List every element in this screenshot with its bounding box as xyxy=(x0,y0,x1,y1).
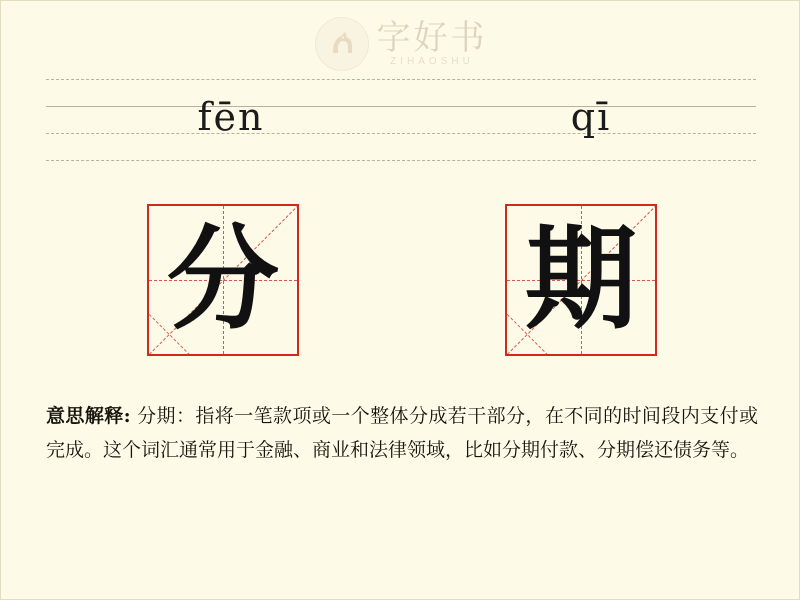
explanation-text: 分期：指将一笔款项或一个整体分成若干部分，在不同的时间段内支付或完成。这个词汇通常用于金融、商业和法律领域，比如分期付款、分期偿还债务等。 xyxy=(46,405,758,461)
brand-logo xyxy=(1,11,800,77)
hanzi-character-1: 分 xyxy=(167,214,279,345)
explanation-label: 意思解释: xyxy=(46,405,131,427)
horse-seal-icon xyxy=(315,17,369,71)
brand-name-en: ZIHAOSHU xyxy=(390,56,474,68)
brand-text xyxy=(376,17,488,68)
staff-line-4 xyxy=(46,160,756,161)
pinyin-text-1: fēn xyxy=(197,95,265,139)
pinyin-text-2: qī xyxy=(570,95,612,139)
character-grid-2 xyxy=(505,204,657,356)
brand-name-cn: 字好书 xyxy=(376,17,488,58)
character-grid-1 xyxy=(147,204,299,356)
explanation-block xyxy=(46,399,758,467)
staff-line-1 xyxy=(46,79,756,80)
pinyin-staff xyxy=(46,79,756,161)
hanzi-character-2: 期 xyxy=(525,214,637,345)
